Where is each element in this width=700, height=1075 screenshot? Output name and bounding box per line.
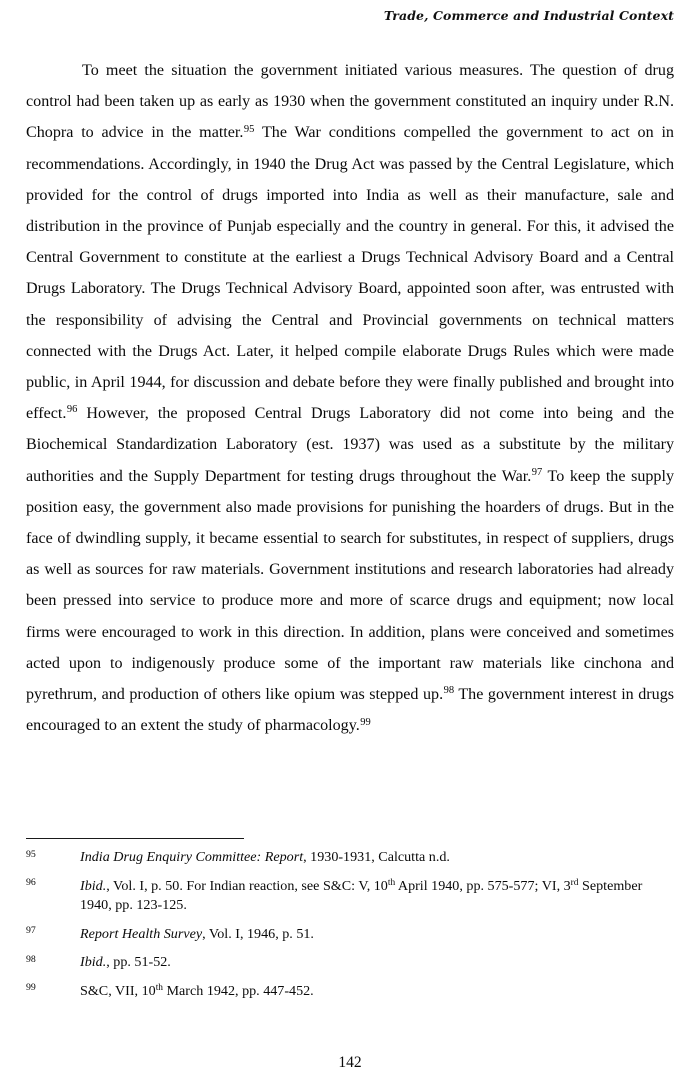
paragraph-segment-4: To keep the supply position easy, the government also made provisions for punishing the hoarders of drugs. But in the face of dwindling supply, it became essential to search for substitutes, in respect of suppliers, drugs as well as sources for raw materials. Government institutions and research laboratories had already been pressed into service to produce more and more of scarce drugs and equipment; now local firms were encouraged to work in this direction. In addition, plans were conceived and sometimes acted upon to indigenously produce some of the important raw materials like cinchona and pyrethrum, and production of others like opium was stepped up. (26, 467, 674, 704)
footnote-number-98: 98 (26, 953, 36, 965)
footnote-reference-95[interactable]: 95 (243, 123, 255, 135)
footnote-area (26, 838, 674, 1002)
footnote-entry-98 (26, 953, 674, 973)
footnote-number-97: 97 (26, 925, 36, 937)
footnote-entry-97 (26, 925, 674, 945)
footnote-96-rest-a: , Vol. I, p. 50. For Indian reaction, see S&C: V, 10 (106, 877, 388, 894)
footnote-99-rest-b: March 1942, pp. 447-452. (163, 982, 314, 999)
footnote-entry-96 (26, 877, 674, 916)
footnote-96-title: Ibid. (80, 877, 107, 894)
footnote-reference-98[interactable]: 98 (443, 685, 455, 697)
footnote-reference-99[interactable]: 99 (360, 716, 371, 728)
footnote-separator-rule (26, 838, 244, 839)
running-header: Trade, Commerce and Industrial Context (383, 8, 674, 23)
footnote-98-rest: , pp. 51-52. (106, 954, 171, 971)
footnote-number-99: 99 (26, 982, 36, 994)
footnote-reference-96[interactable]: 96 (66, 404, 78, 416)
paragraph-segment-3: However, the proposed Central Drugs Laboratory did not come into being and the Biochemical Standardization Laboratory (est. 1937) was used as a substitute by the military authorities and the Supply Department for testing drugs throughout the War. (26, 405, 674, 485)
main-paragraph (26, 55, 674, 741)
footnote-96-ordinal-a: th (387, 877, 396, 888)
footnote-97-rest: , Vol. I, 1946, p. 51. (202, 925, 314, 942)
footnote-number-95: 95 (26, 848, 36, 860)
footnote-96-rest-b: April 1940, pp. 575-577; VI, 3 (395, 877, 571, 894)
footnote-entry-95 (26, 848, 674, 868)
footnote-96-ordinal-b: rd (570, 877, 579, 888)
body-text-area (26, 55, 674, 741)
footnote-98-title: Ibid. (80, 954, 107, 971)
paragraph-segment-2: The War conditions compelled the government to act on in recommendations. Accordingly, in 1940 the Drug Act was passed by the Central Legislature, which provided for the control of drugs imported into India as well as their manufacture, sale and distribution in the province of Punjab especially and the country in general. For this, it advised the Central Government to constitute at the earliest a Drugs Technical Advisory Board and a Central Drugs Laboratory. The Drugs Technical Advisory Board, appointed soon after, was entrusted with the responsibility of advising the Central and Provincial governments on technical matters connected with the Drugs Act. Later, it helped compile elaborate Drugs Rules which were made public, in April 1944, for discussion and debate before they were finally published and brought into effect. (26, 124, 674, 423)
footnote-97-title: Report Health Survey (80, 925, 203, 942)
footnote-95-rest: , 1930-1931, Calcutta n.d. (303, 849, 450, 865)
footnote-99-rest-a: S&C, VII, 10 (80, 982, 156, 999)
footnote-96-rest-c: September 1940, pp. 123-125. (80, 877, 643, 914)
footnote-entry-99 (26, 982, 674, 1002)
paragraph-segment-1: To meet the situation the government initiated various measures. The question of drug control had been taken up as early as 1930 when the government constituted an inquiry under R.N. Chopra to advice in the matter. (26, 62, 674, 142)
page-number: 142 (338, 1054, 362, 1071)
paragraph-segment-5: The government interest in drugs encouraged to an extent the study of pharmacology. (26, 686, 675, 735)
footnote-95-title: India Drug Enquiry Committee: Report (80, 849, 304, 865)
footnote-number-96: 96 (26, 877, 36, 889)
footnote-99-ordinal-a: th (155, 983, 163, 994)
footnote-reference-97[interactable]: 97 (531, 466, 543, 478)
